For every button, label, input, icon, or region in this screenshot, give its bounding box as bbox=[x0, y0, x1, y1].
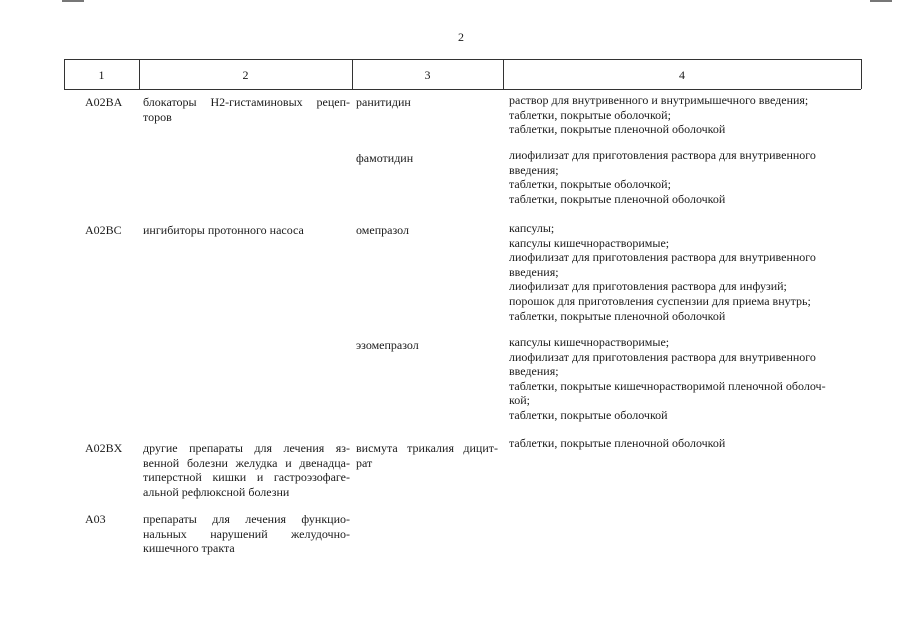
dosage-form: кой; bbox=[509, 393, 530, 408]
dosage-form: таблетки, покрытые пленочной оболочкой bbox=[509, 191, 726, 206]
drug-name: фамотидин bbox=[356, 151, 414, 165]
column-header-1: 1 bbox=[98, 68, 105, 82]
dosage-forms bbox=[509, 335, 859, 423]
dosage-form: таблетки, покрытые кишечнорастворимой пленочной оболоч- bbox=[509, 378, 826, 393]
dosage-form: таблетки, покрытые пленочной оболочкой bbox=[509, 308, 726, 323]
dosage-form: порошок для приготовления суспензии для приема внутрь; bbox=[509, 293, 811, 308]
scan-mark bbox=[62, 0, 84, 2]
dosage-form: таблетки, покрытые пленочной оболочкой bbox=[509, 436, 726, 450]
atc-code: A02BX bbox=[85, 441, 123, 455]
dosage-form: капсулы кишечнорастворимые; bbox=[509, 335, 670, 349]
page-number: 2 bbox=[458, 30, 464, 44]
dosage-form: лиофилизат для приготовления раствора для инфузий; bbox=[509, 279, 787, 294]
column-header-2: 2 bbox=[242, 68, 249, 82]
pharmacological-group: блокаторы Н2-гистаминовых рецеп- торов bbox=[143, 95, 350, 124]
dosage-form: раствор для внутривенного и внутримышечного введения; bbox=[509, 93, 809, 107]
atc-code: A03 bbox=[85, 512, 106, 526]
dosage-form: капсулы кишечнорастворимые; bbox=[509, 235, 670, 250]
dosage-form: введения; bbox=[509, 364, 559, 379]
column-header-4: 4 bbox=[679, 68, 685, 82]
atc-code: A02BC bbox=[85, 223, 122, 237]
table-header-bottom-rule bbox=[64, 89, 861, 90]
pharmacological-group: другие препараты для лечения яз- венной болезни желудка и двенадца- типерстной кишки и гастроэзофаге- альной рефлюксной болезни bbox=[143, 441, 350, 499]
dosage-form: лиофилизат для приготовления раствора для внутривенного bbox=[509, 148, 816, 162]
dosage-form: таблетки, покрытые оболочкой; bbox=[509, 107, 671, 122]
pharmacological-group: ингибиторы протонного насоса bbox=[143, 223, 304, 237]
drug-name: ранитидин bbox=[356, 95, 411, 109]
table-top-rule bbox=[64, 59, 861, 60]
drug-name: эзомепразол bbox=[356, 338, 419, 352]
dosage-form: таблетки, покрытые оболочкой; bbox=[509, 177, 671, 192]
drug-name: омепразол bbox=[356, 223, 409, 237]
dosage-form: лиофилизат для приготовления раствора для внутривенного bbox=[509, 349, 816, 364]
dosage-form: лиофилизат для приготовления раствора для внутривенного bbox=[509, 250, 816, 265]
dosage-forms bbox=[509, 93, 859, 137]
pharmacological-group: препараты для лечения функцио- нальных нарушений желудочно- кишечного тракта bbox=[143, 512, 350, 556]
atc-code: A02BA bbox=[85, 95, 123, 109]
dosage-forms bbox=[509, 148, 859, 206]
dosage-form: таблетки, покрытые оболочкой bbox=[509, 407, 668, 422]
dosage-form: введения; bbox=[509, 264, 559, 279]
dosage-forms bbox=[509, 436, 859, 451]
header-divider bbox=[861, 59, 862, 89]
scan-mark bbox=[870, 0, 892, 2]
dosage-form: введения; bbox=[509, 162, 559, 177]
dosage-form: таблетки, покрытые пленочной оболочкой bbox=[509, 122, 726, 137]
drug-name: висмута трикалия дицит- рат bbox=[356, 441, 498, 470]
column-header-3: 3 bbox=[424, 68, 431, 82]
dosage-forms bbox=[509, 221, 859, 323]
dosage-form: капсулы; bbox=[509, 221, 555, 235]
